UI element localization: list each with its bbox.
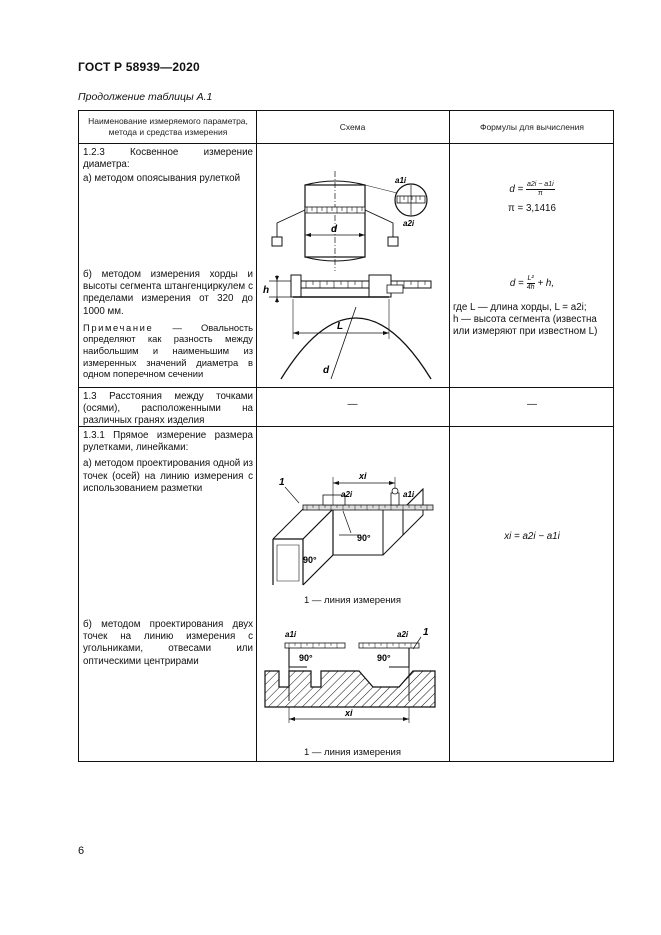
- formula-tape-denominator: π: [537, 190, 543, 197]
- header-divider: [79, 143, 613, 144]
- formula-chord-where-1: где L — длина хорды, L = a2i;: [453, 302, 587, 313]
- note-text: — Овальность определяют как разность между наибольшим и наименьшим из измеренных значений диаметра в одном поперечном сечении: [83, 321, 253, 380]
- formula-chord-lhs: d =: [509, 278, 524, 290]
- label-a2i: a2i: [403, 219, 415, 228]
- label-90-right: 90°: [357, 533, 371, 543]
- formula-tape-numerator: a2i − a1i: [526, 181, 554, 188]
- row-123-text: [83, 147, 253, 186]
- formula-tape-lhs: d =: [509, 184, 524, 196]
- formula-projection: xi = a2i − a1i: [504, 531, 560, 542]
- row-131-method-b: б) методом проектирования двух точек на линию измерения с угольниками, отвесами или оптическими центрирами: [83, 619, 253, 667]
- scheme-square-method: [263, 627, 443, 733]
- row-123-method-a: а) методом опоясывания рулеткой: [83, 173, 241, 185]
- row-123-text-b: [83, 269, 253, 380]
- row-13-formula-dash: —: [527, 399, 537, 410]
- label-d: d: [331, 224, 338, 235]
- formula-chord-numerator: L²: [527, 275, 534, 282]
- formula-chord-where-2: h — высота сегмента (известна или измеряют при известном L): [453, 314, 598, 338]
- chord-diagram: [261, 267, 445, 385]
- row-131-title: 1.3.1 Прямое измерение размера рулетками, линейками:: [83, 430, 253, 454]
- row-13-title: 1.3 Расстояния между точками (осями), расположенными на различных гранях изделия: [83, 391, 253, 427]
- row-divider: [79, 387, 613, 388]
- formula-chord: [450, 275, 614, 292]
- note-label: Примечание: [83, 321, 154, 333]
- label-a1i: a1i: [395, 176, 407, 185]
- column-header-formula: Формулы для вычисления: [479, 121, 585, 132]
- formula-tape: [450, 181, 614, 214]
- marking-diagram: [263, 455, 443, 589]
- figure-caption-square: 1 — линия измерения: [304, 747, 401, 758]
- scheme-chord-method: [261, 267, 445, 385]
- square-diagram: [263, 627, 443, 733]
- label-1-marking: 1: [279, 477, 285, 488]
- document-header: ГОСТ Р 58939—2020: [78, 60, 200, 74]
- row-13-scheme-dash: —: [347, 399, 358, 410]
- label-d-chord: d: [323, 365, 330, 376]
- table-caption: Продолжение таблицы А.1: [78, 91, 213, 103]
- page-number: 6: [78, 845, 85, 857]
- formula-chord-fraction: [527, 275, 535, 292]
- column-header-scheme: Схема: [339, 121, 366, 132]
- label-L: L: [337, 321, 344, 332]
- formula-chord-legend: [453, 302, 611, 339]
- label-1-square: 1: [423, 627, 429, 638]
- row-123-method-b: б) методом измерения хорды и высоты сегмента штангенциркулем с пределами измерения от 320 до 1000 мм.: [83, 269, 253, 317]
- formula-pi-value: π = 3,1416: [508, 203, 556, 214]
- label-90-right-square: 90°: [377, 653, 391, 663]
- label-a2i-marking: a2i: [341, 490, 353, 499]
- tape-diagram: [267, 163, 443, 273]
- row-123-title: 1.2.3 Косвенное измерение диаметра:: [83, 147, 253, 171]
- row-131-text-b: [83, 619, 253, 668]
- formula-chord-rhs: + h,: [537, 278, 555, 290]
- formula-tape-fraction: [526, 181, 555, 198]
- scheme-marking-method: [263, 455, 443, 589]
- scheme-tape-method: [267, 163, 443, 273]
- column-header-parameter: Наименование измеряемого параметра, метода и средства измерения: [88, 116, 248, 137]
- label-a1i-square: a1i: [285, 630, 297, 639]
- row-123-note: [83, 322, 253, 380]
- label-a1i-marking: a1i: [403, 490, 415, 499]
- label-xi-square: xi: [345, 708, 353, 718]
- table-a1: [78, 110, 614, 762]
- label-90-left: 90°: [303, 555, 317, 565]
- label-h: h: [263, 285, 270, 296]
- label-90-left-square: 90°: [299, 653, 313, 663]
- figure-caption-marking: 1 — линия измерения: [304, 595, 401, 606]
- formula-chord-denominator: 4h: [526, 284, 535, 291]
- label-xi: xi: [359, 471, 367, 481]
- column-divider: [256, 111, 257, 761]
- row-131-text: [83, 430, 253, 495]
- label-a2i-square: a2i: [397, 630, 409, 639]
- row-131-method-a: а) методом проектирования одной из точек (осей) на линию измерения с использованием разметки: [83, 458, 253, 494]
